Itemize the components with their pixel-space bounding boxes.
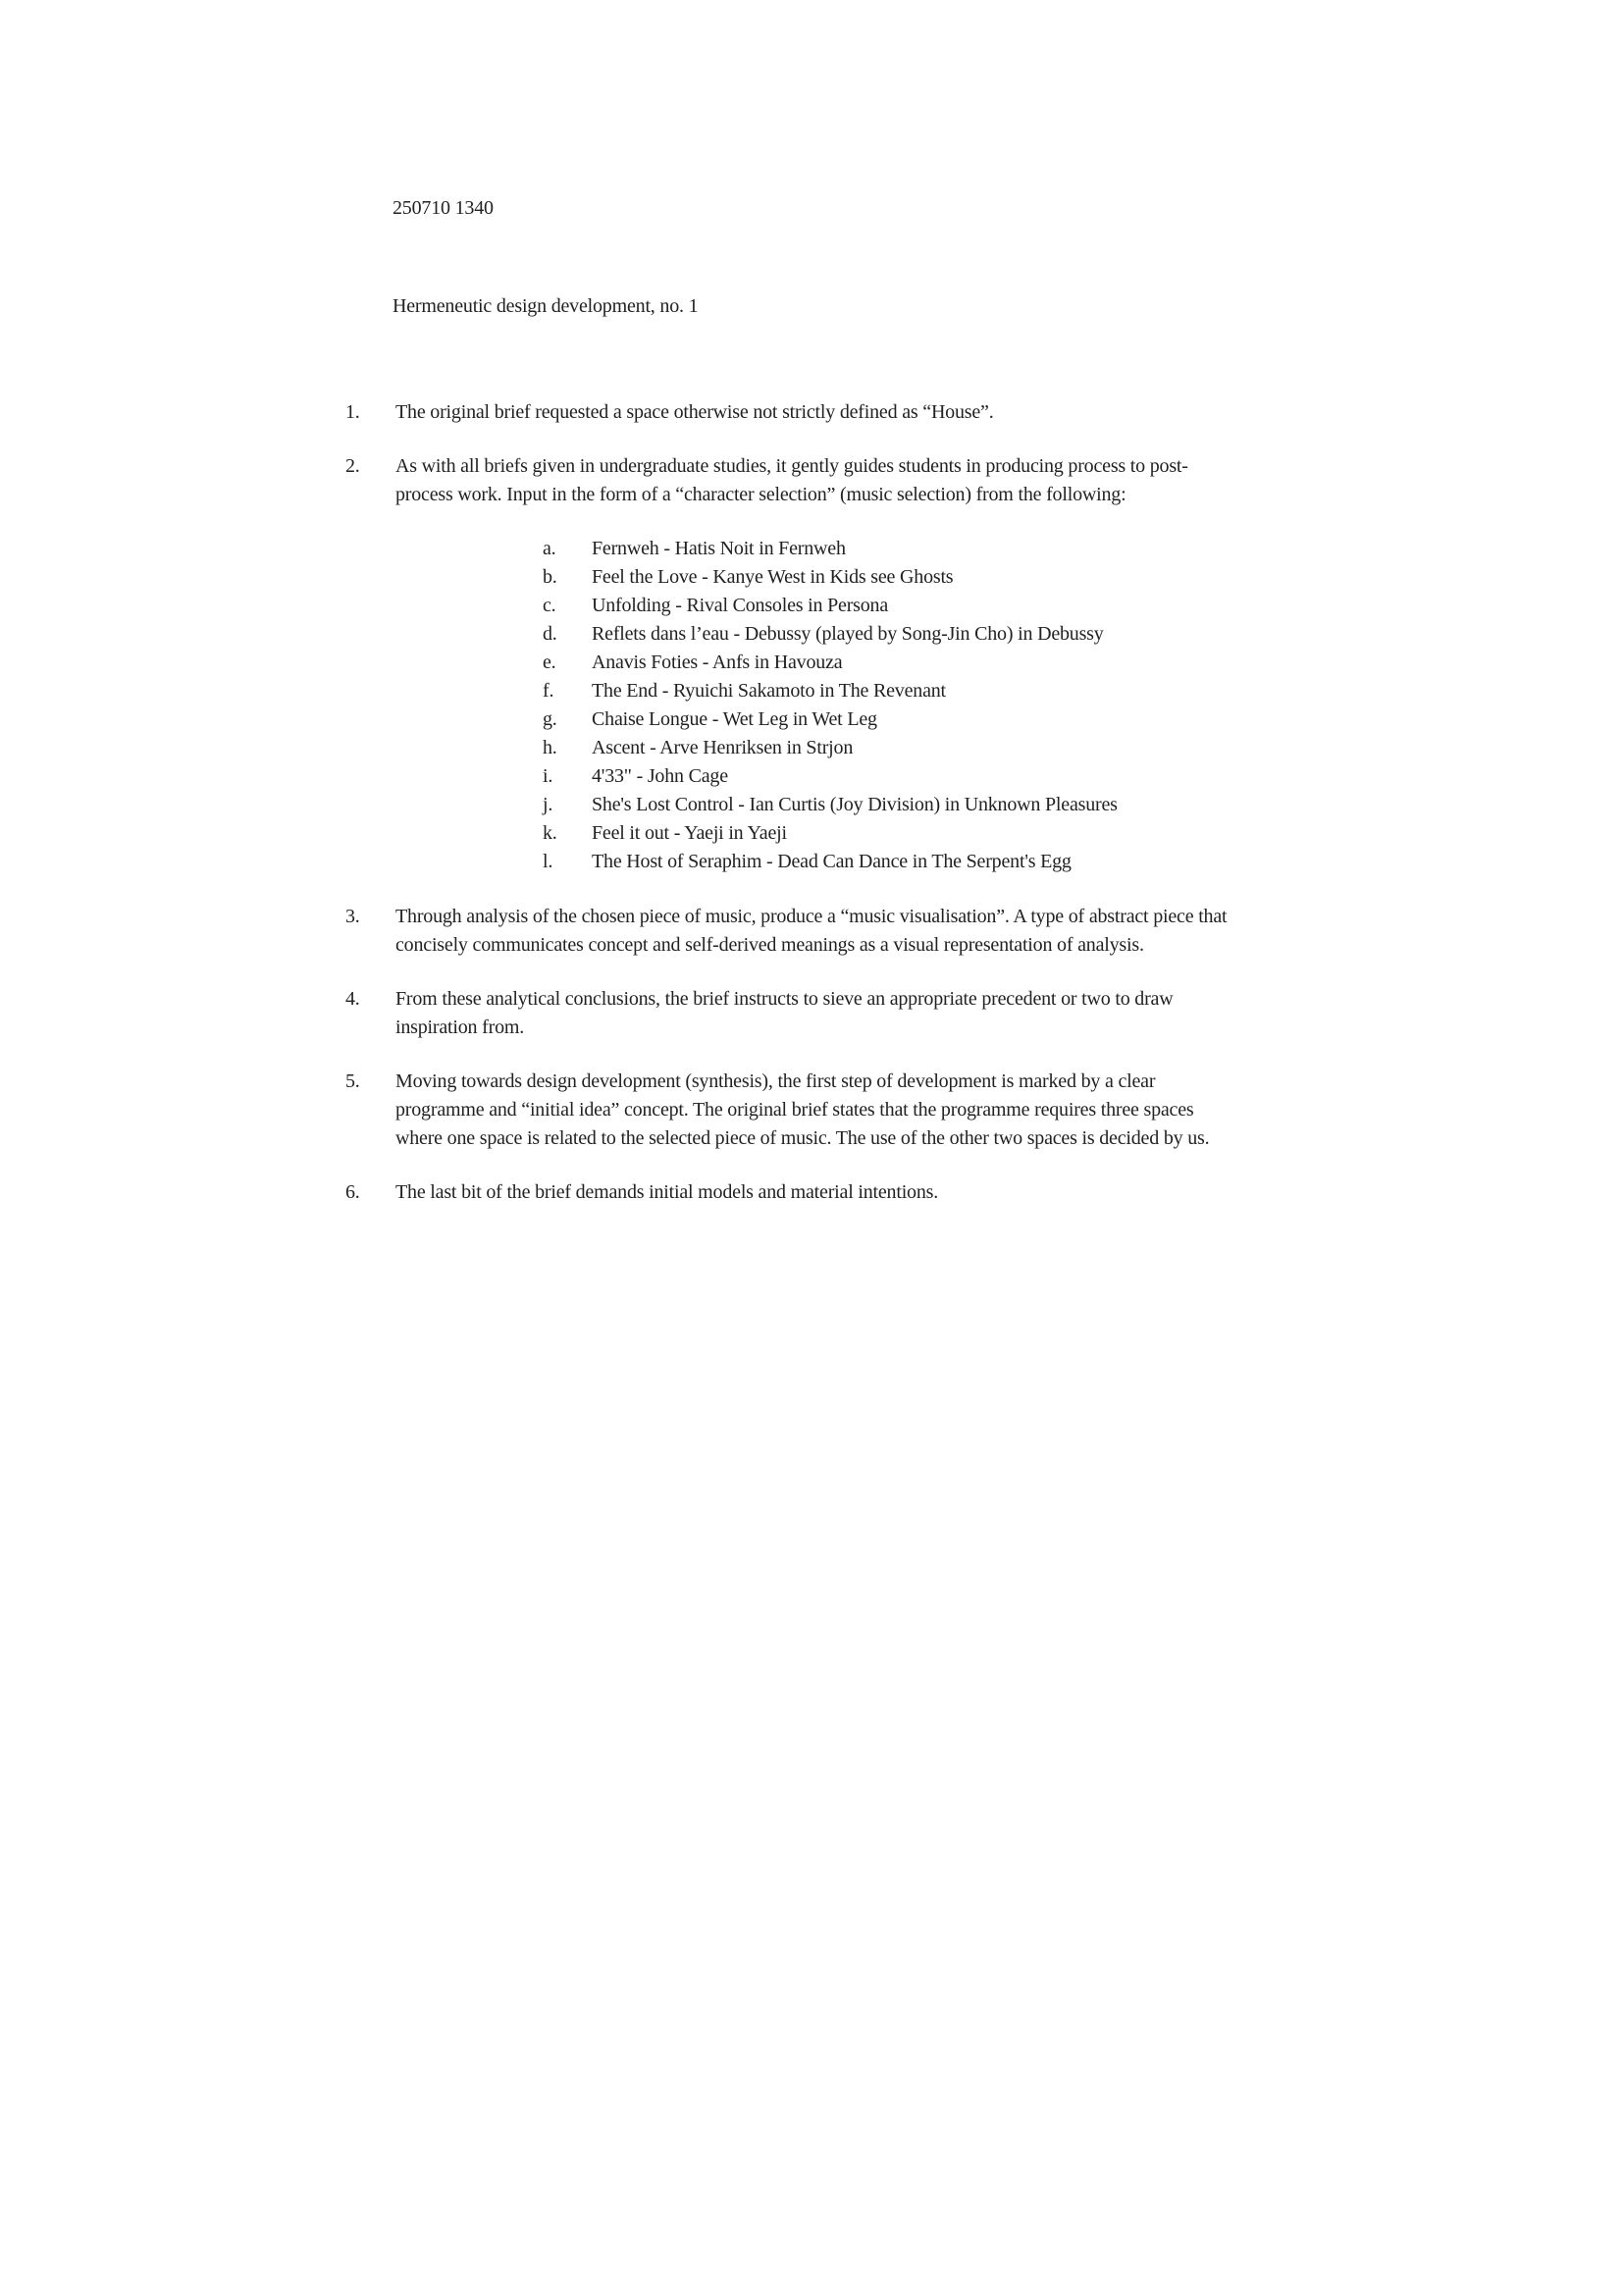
- music-list-item: [0, 819, 1624, 848]
- music-item-text: Chaise Longue - Wet Leg in Wet Leg: [592, 708, 877, 730]
- music-list-item: [0, 848, 1624, 876]
- music-item-text: Ascent - Arve Henriksen in Strjon: [592, 737, 854, 758]
- list-item: [0, 985, 1624, 1042]
- item-number: 3.: [345, 906, 360, 927]
- item-letter: f.: [543, 680, 554, 702]
- music-item-text: Fernweh - Hatis Noit in Fernweh: [592, 538, 846, 559]
- music-list-item: [0, 563, 1624, 592]
- music-selection-list: [0, 535, 1624, 876]
- item-letter: j.: [543, 794, 553, 815]
- item-text: Through analysis of the chosen piece of music, produce a “music visualisation”. A type of abstract piece that concisely communicates concept and self-derived meanings as a visual representation of analysis.: [395, 906, 1228, 956]
- item-number: 5.: [345, 1070, 360, 1092]
- music-item-text: She's Lost Control - Ian Curtis (Joy Division) in Unknown Pleasures: [592, 794, 1118, 815]
- item-text: From these analytical conclusions, the brief instructs to sieve an appropriate precedent or two to draw inspiration from.: [395, 988, 1174, 1038]
- item-text: The original brief requested a space otherwise not strictly defined as “House”.: [395, 401, 994, 423]
- item-letter: c.: [543, 595, 556, 616]
- music-item-text: The End - Ryuichi Sakamoto in The Revenant: [592, 680, 946, 702]
- item-letter: d.: [543, 623, 557, 645]
- music-list-item: [0, 620, 1624, 649]
- music-item-text: Reflets dans l’eau - Debussy (played by Song-Jin Cho) in Debussy: [592, 623, 1104, 645]
- list-item: [0, 452, 1624, 509]
- item-letter: b.: [543, 566, 557, 588]
- music-item-text: Unfolding - Rival Consoles in Persona: [592, 595, 889, 616]
- music-list-item: [0, 762, 1624, 791]
- item-text: The last bit of the brief demands initial models and material intentions.: [395, 1181, 939, 1203]
- music-list-item: [0, 649, 1624, 677]
- music-list-item: [0, 677, 1624, 705]
- page-title: Hermeneutic design development, no. 1: [393, 295, 699, 317]
- list-item: [0, 903, 1624, 960]
- date-line: 250710 1340: [393, 197, 494, 219]
- list-item: [0, 1178, 1624, 1207]
- list-item: [0, 398, 1624, 427]
- item-letter: h.: [543, 737, 557, 758]
- list-item: [0, 1068, 1624, 1153]
- music-item-text: The Host of Seraphim - Dead Can Dance in The Serpent's Egg: [592, 851, 1072, 872]
- music-list-item: [0, 535, 1624, 563]
- numbered-list: [0, 398, 1624, 1207]
- music-item-text: 4'33" - John Cage: [592, 765, 728, 787]
- music-item-text: Anavis Foties - Anfs in Havouza: [592, 652, 843, 673]
- music-list-item: [0, 592, 1624, 620]
- music-item-text: Feel the Love - Kanye West in Kids see Ghosts: [592, 566, 954, 588]
- item-number: 2.: [345, 455, 360, 477]
- item-letter: a.: [543, 538, 556, 559]
- item-letter: k.: [543, 822, 557, 844]
- item-letter: g.: [543, 708, 557, 730]
- music-list-item: [0, 791, 1624, 819]
- music-list-item: [0, 734, 1624, 762]
- item-number: 4.: [345, 988, 360, 1010]
- item-number: 6.: [345, 1181, 360, 1203]
- item-number: 1.: [345, 401, 360, 423]
- item-letter: i.: [543, 765, 553, 787]
- item-letter: e.: [543, 652, 556, 673]
- item-text: As with all briefs given in undergraduate studies, it gently guides students in producing process to post-process work. Input in the form of a “character selection” (music selection) from the following:: [395, 455, 1188, 505]
- item-letter: l.: [543, 851, 553, 872]
- music-item-text: Feel it out - Yaeji in Yaeji: [592, 822, 787, 844]
- item-text: Moving towards design development (synthesis), the first step of development is marked by a clear programme and “initial idea” concept. The original brief states that the programme requires three spaces where one space is related to the selected piece of music. The use of the other two spaces is decided by us.: [395, 1070, 1210, 1149]
- music-list-item: [0, 705, 1624, 734]
